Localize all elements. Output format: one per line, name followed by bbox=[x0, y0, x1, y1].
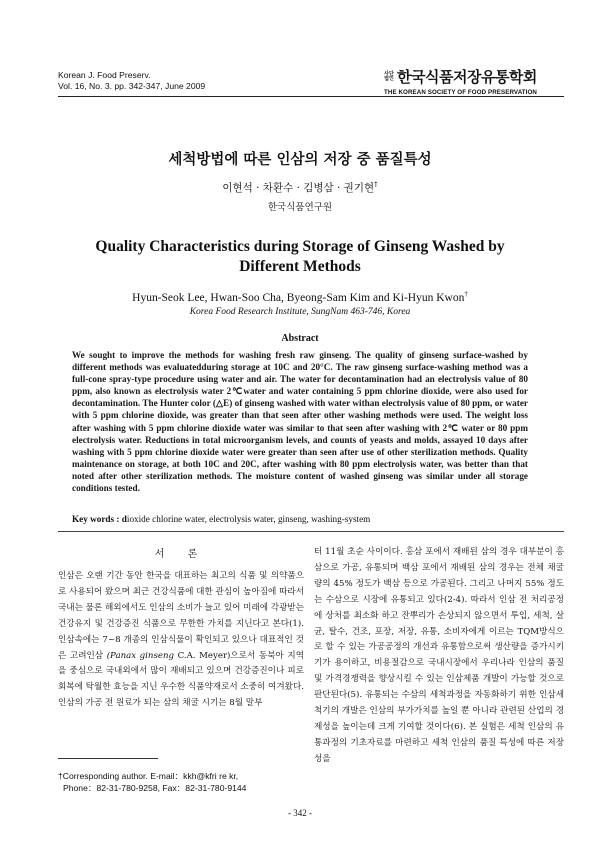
journal-name: Korean J. Food Preserv. bbox=[58, 70, 151, 80]
korean-authors bbox=[0, 180, 600, 195]
society-logo-mark: 사단법인 bbox=[384, 70, 394, 82]
english-title: Quality Characteristics during Storage of Ginseng Washed by Different Methods bbox=[95, 238, 505, 275]
english-authors-text: Hyun-Seok Lee, Hwan-Soo Cha, Byeong-Sam Kim and Ki-Hyun Kwon bbox=[132, 291, 465, 304]
keywords-text: ioxide chlorine water, electrolysis water, ginseng, washing-system bbox=[126, 514, 371, 524]
korean-authors-text: 이현석 · 차환수 · 김병삼 · 권기현 bbox=[222, 182, 375, 194]
korean-title: 세척방법에 따른 인삼의 저장 중 품질특성 bbox=[168, 152, 432, 168]
introduction-right-text: 터 11월 초순 사이이다. 홍삼 포에서 재배된 삼의 경우 대부분이 홍삼으로 가공, 유통되며 백삼 포에서 재배된 삼의 경우는 전체 채굴량의 45% 정도가 백삼 등으로 가공된다. 그리고 나머지 55% 정도는 수삼으로 시장에 유통되고 있다(2-4). 따라서 인삼 전 처리공정에 상처를 최소화 하고 잔뿌리가 손상되지 않으면서 투입, 세척, 살균, 탈수, 건조, 포장, 저장, 유통, 소비자에게 이르는 TQM방식으로 할 수 있는 가공공정의 개선과 유통함으로써 생산량을 증가시키기가 용이하고, 비용절감으로 국내시장에서 우리나라 인삼의 품질 및 가격경쟁력을 향상시킬 수 있는 인삼제품 개발이 가능할 것으로 판단된다(5). 유통되는 수삼의 세척과정을 자동화하기 위한 인삼세척기의 개발은 인삼의 부가가치를 높일 뿐 아니라 관련된 산업의 경제성을 높이는데 크게 기여할 것이다(6). 본 실험은 세척 인삼의 유통과정의 기초자료를 마련하고 세척 인삼의 품질 특성에 따른 저장성을 bbox=[314, 547, 564, 764]
page-number: - 342 - bbox=[288, 808, 312, 818]
keywords-first-letter: d bbox=[121, 514, 127, 524]
society-logo-english: THE KOREAN SOCIETY OF FOOD PRESERVATION bbox=[384, 89, 537, 96]
society-logo bbox=[384, 66, 564, 96]
footnote bbox=[58, 770, 318, 794]
journal-citation bbox=[58, 70, 205, 92]
korean-affiliation: 한국식품연구원 bbox=[267, 202, 333, 213]
right-column bbox=[314, 545, 564, 768]
header-rule bbox=[58, 96, 564, 97]
footnote-phone: Phone：82-31-780-9258, Fax：82-31-780-9144 bbox=[63, 783, 247, 793]
abstract-text: We sought to improve the methods for washing fresh raw ginseng. The quality of ginseng surface-washed by different methods was evaluatedduring storage at 10C and 20°C. The raw ginseng surface-washing method was a full-cone spray-type procedure using water and air. The water for decontamination had an electrolysis value of 80 ppm, also known as electrolysis water 2℃water and water containing 5 ppm chlorine dioxide, were also used for decontamination. The Hunter color (△E) of ginseng washed with water withan electrolysis value of 80 ppm, or water with 5 ppm chlorine dioxide, was greater than that seen after other washing methods were used. The weight loss after washing with 5 ppm chlorine dioxide water was similar to that seen after washing with 2℃ water or 80 ppm electrolysis water. Reductions in total microorganism levels, and counts of yeasts and molds, assayed 10 days after washing with 5 ppm chlorine dioxide water were greater than seen after use of other sterilization methods. Quality maintenance on storage, at both 10C and 20C, after washing with 80 ppm electrolysis water, was better than that noted after other sterilization methods. The moisture content of washed ginseng was similar under all storage conditions tested. bbox=[72, 350, 528, 494]
footnote-rule bbox=[58, 758, 158, 759]
english-authors bbox=[0, 290, 600, 304]
society-logo-korean: 한국식품저장유통학회 bbox=[397, 68, 537, 86]
keywords-label: Key words : bbox=[72, 514, 120, 524]
intro-species-name: (Panax ginseng bbox=[106, 650, 174, 661]
introduction-heading: 서 론 bbox=[154, 549, 208, 560]
intro-left-part1: 인삼은 오랜 기간 동안 한국을 대표하는 최고의 식품 및 의약품으로 사용되어 왔으며 최근 건강식품에 대한 관심이 높아짐에 따라서 국내는 물론 해외에서도 인삼의 소비가 늘고 있어 미래에 각광받는 건강유지 및 건강증진 식품으로 무한한 가치를 지닌다고 본다(1). 인삼속에는 7~8 개종의 인삼식물이 확인되고 있으나 대표적인 것은 고려인삼 bbox=[58, 571, 304, 661]
corresponding-mark: † bbox=[374, 180, 378, 189]
introduction-left-text bbox=[58, 569, 304, 712]
journal-volume: Vol. 16, No. 3. pp. 342-347, June 2009 bbox=[58, 81, 206, 91]
keywords-rule bbox=[58, 531, 564, 532]
corresponding-mark-en: † bbox=[464, 290, 468, 298]
abstract-heading: Abstract bbox=[281, 333, 319, 344]
footnote-email: †Corresponding author. E-mail：kkh@kfri re kr, bbox=[58, 771, 239, 781]
keywords bbox=[72, 514, 532, 524]
left-column bbox=[58, 545, 304, 712]
intro-left-part2: C.A. Meyer)으로서 동북아 지역을 중심으로 국내외에서 많이 재배되고 있으며 건강증진이나 피로회복에 탁월한 효능을 지닌 우수한 식품약재로서 소중히 여겨왔다. 인삼의 가공 전 원료가 되는 삼의 채굴 시기는 8월 말부 bbox=[58, 650, 304, 709]
english-affiliation: Korea Food Research Institute, SungNam 463-746, Korea bbox=[189, 307, 411, 317]
